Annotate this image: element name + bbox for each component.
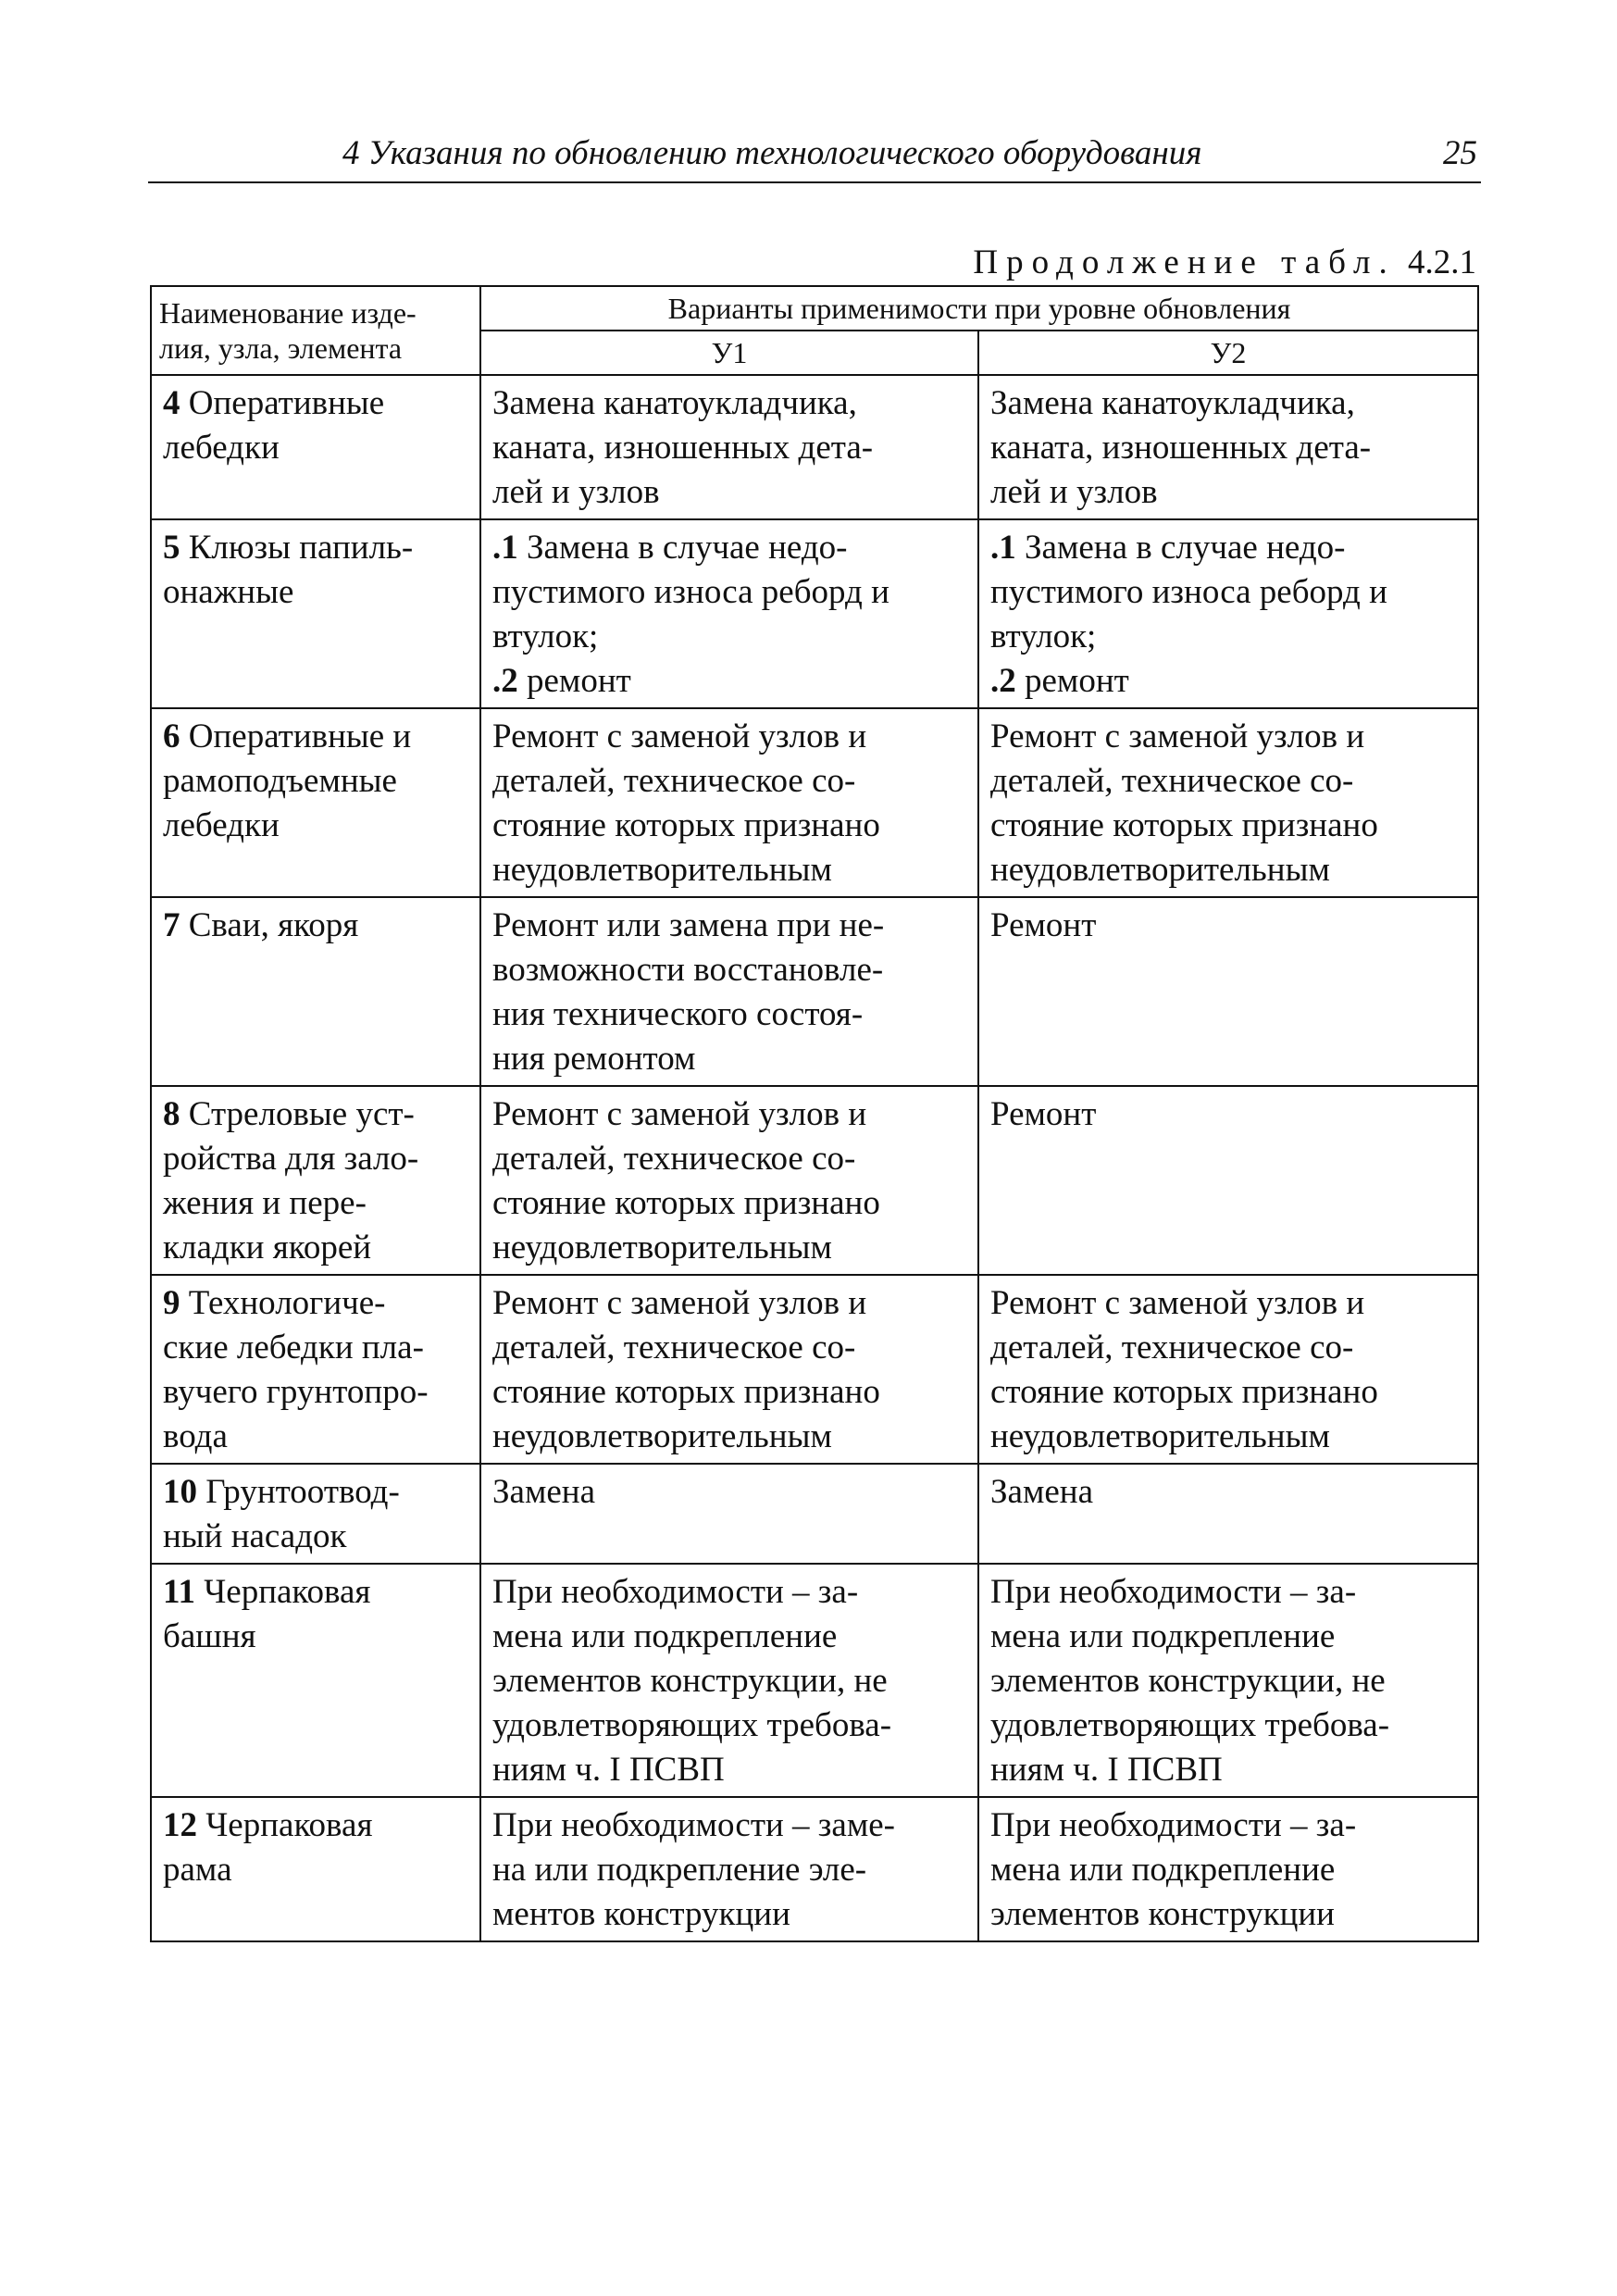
u2-cell [978, 519, 1478, 708]
u2-line [990, 659, 1468, 704]
u1-cell [480, 708, 978, 897]
u1-line [492, 848, 968, 892]
u2-line [990, 615, 1468, 659]
item-name-text: ские лебедки пла- [163, 1329, 424, 1366]
u2-line-text: Замена канатоукладчика, [990, 384, 1355, 422]
table-row [151, 1275, 1478, 1464]
u2-line [990, 1703, 1468, 1748]
item-name-line [163, 1515, 470, 1559]
item-number: 12 [163, 1806, 197, 1844]
u2-line-text: деталей, техническое со- [990, 762, 1354, 800]
header-title: 4 Указания по обновлению технологического оборудования [342, 134, 1202, 172]
u2-line [990, 1803, 1468, 1848]
u2-cell [978, 1086, 1478, 1275]
u2-line-text: мена или подкрепление [990, 1851, 1336, 1889]
u1-line-text: Замена канатоукладчика, [492, 384, 857, 422]
caption-number: 4.2.1 [1408, 243, 1476, 281]
u1-line-text: ния технического состоя- [492, 995, 864, 1033]
u1-line-text: мена или подкрепление [492, 1617, 838, 1655]
u1-line-text: Замена в случае недо- [517, 529, 848, 567]
u2-line-text: Ремонт [990, 1095, 1097, 1133]
item-name-text: рама [163, 1851, 232, 1889]
u1-line [492, 948, 968, 992]
u2-line-text: стояние которых признано [990, 1373, 1378, 1411]
u2-line [990, 1415, 1468, 1459]
u2-line [990, 1470, 1468, 1515]
item-name-line [163, 1326, 470, 1370]
u2-line [990, 381, 1468, 426]
table-row [151, 1797, 1478, 1941]
item-name-line [163, 1615, 470, 1659]
item-name-cell [151, 1564, 480, 1797]
item-name-text: Оперативные [180, 384, 385, 422]
item-name-line [163, 1803, 470, 1848]
item-name-text: Грунтоотвод- [197, 1473, 400, 1511]
u1-line-text: При необходимости – заме- [492, 1806, 895, 1844]
u1-cell [480, 897, 978, 1086]
u1-cell [480, 1086, 978, 1275]
u2-line [990, 570, 1468, 615]
u1-cell [480, 1797, 978, 1941]
u1-line [492, 1326, 968, 1370]
table-row [151, 519, 1478, 708]
item-name-text: Черпаковая [197, 1806, 373, 1844]
item-name-line [163, 1181, 470, 1226]
u2-line-text: Ремонт [990, 906, 1097, 944]
u1-line [492, 1092, 968, 1137]
applicability-table [150, 285, 1479, 1942]
item-name-cell [151, 897, 480, 1086]
u2-line [990, 1848, 1468, 1892]
u2-cell [978, 897, 1478, 1086]
u1-line [492, 1892, 968, 1937]
head-u1: У1 [480, 331, 978, 375]
u1-line [492, 904, 968, 948]
u1-line [492, 659, 968, 704]
item-name-text: башня [163, 1617, 256, 1655]
u1-line [492, 992, 968, 1037]
u1-line [492, 715, 968, 759]
u1-cell [480, 519, 978, 708]
u2-line [990, 1570, 1468, 1615]
page-number: 25 [1443, 134, 1477, 172]
item-name-text: вучего грунтопро- [163, 1373, 429, 1411]
u2-cell [978, 1797, 1478, 1941]
item-name-line [163, 1848, 470, 1892]
item-name-text: вода [163, 1417, 228, 1455]
u1-line-text: неудовлетворительным [492, 851, 832, 889]
u1-line [492, 1137, 968, 1181]
u1-line [492, 1615, 968, 1659]
item-name-cell [151, 1275, 480, 1464]
u1-line [492, 804, 968, 848]
item-name-line [163, 904, 470, 948]
u2-line [990, 1370, 1468, 1415]
u2-line-text: каната, изношенных дета- [990, 429, 1372, 467]
item-name-line [163, 1370, 470, 1415]
table-row [151, 1464, 1478, 1564]
u1-line-text: возможности восстановле- [492, 951, 884, 989]
u2-line [990, 715, 1468, 759]
table-row [151, 708, 1478, 897]
item-name-text: лебедки [163, 429, 280, 467]
u2-cell [978, 375, 1478, 519]
item-name-cell [151, 519, 480, 708]
u2-line-text: Ремонт с заменой узлов и [990, 1284, 1365, 1322]
u1-line-text: ментов конструкции [492, 1895, 790, 1933]
item-name-line [163, 1226, 470, 1270]
u1-line-text: стояние которых признано [492, 1184, 880, 1222]
u2-line [990, 804, 1468, 848]
item-name-text: рамоподъемные [163, 762, 397, 800]
item-name-text: кладки якорей [163, 1229, 372, 1267]
item-name-text: Оперативные и [180, 718, 412, 755]
item-name-text: лебедки [163, 806, 280, 844]
head-item-name [151, 286, 480, 375]
item-name-text: Технологиче- [180, 1284, 386, 1322]
u1-line-text: втулок; [492, 618, 599, 655]
u1-line [492, 1470, 968, 1515]
u1-cell [480, 375, 978, 519]
u1-line-text: ния ремонтом [492, 1040, 696, 1078]
u2-line-text: лей и узлов [990, 473, 1158, 511]
item-name-line [163, 1415, 470, 1459]
item-number: 6 [163, 718, 180, 755]
u1-line [492, 1848, 968, 1892]
u1-line [492, 1226, 968, 1270]
item-name-cell [151, 1797, 480, 1941]
u2-line-text: Замена в случае недо- [1015, 529, 1346, 567]
item-name-line [163, 1470, 470, 1515]
u2-line [990, 426, 1468, 470]
item-name-line [163, 381, 470, 426]
u2-line-text: стояние которых признано [990, 806, 1378, 844]
u1-line [492, 1803, 968, 1848]
u1-line-text: Замена [492, 1473, 596, 1511]
item-name-text: онажные [163, 573, 294, 611]
u1-line [492, 1370, 968, 1415]
u2-line-text: Замена [990, 1473, 1094, 1511]
u2-line-text: неудовлетворительным [990, 1417, 1330, 1455]
u2-line-text: деталей, техническое со- [990, 1329, 1354, 1366]
u2-line-text: При необходимости – за- [990, 1573, 1357, 1611]
table-caption [973, 243, 1476, 282]
item-name-cell [151, 1086, 480, 1275]
item-name-text: жения и пере- [163, 1184, 367, 1222]
item-number: 10 [163, 1473, 197, 1511]
u2-line-text: втулок; [990, 618, 1097, 655]
u2-cell [978, 1275, 1478, 1464]
item-number: 11 [163, 1573, 195, 1611]
u1-line-text: неудовлетворительным [492, 1417, 832, 1455]
u1-line [492, 526, 968, 570]
item-name-line [163, 759, 470, 804]
u2-line-text: мена или подкрепление [990, 1617, 1336, 1655]
u1-line-text: деталей, техническое со- [492, 1329, 856, 1366]
item-name-line [163, 526, 470, 570]
u1-line [492, 1181, 968, 1226]
u2-line-text: элементов конструкции [990, 1895, 1335, 1933]
head-u2: У2 [978, 331, 1478, 375]
u2-cell [978, 1464, 1478, 1564]
u1-line [492, 1703, 968, 1748]
table-row [151, 1086, 1478, 1275]
item-name-line [163, 1137, 470, 1181]
u1-cell [480, 1564, 978, 1797]
u2-line [990, 526, 1468, 570]
u1-line-text: каната, изношенных дета- [492, 429, 874, 467]
item-name-text: Клюзы папиль- [180, 529, 414, 567]
caption-word: Продолжение табл. [973, 243, 1396, 281]
u1-line-text: стояние которых признано [492, 1373, 880, 1411]
u2-line-text: неудовлетворительным [990, 851, 1330, 889]
u1-line-text: деталей, техническое со- [492, 762, 856, 800]
u1-line-text: Ремонт с заменой узлов и [492, 1284, 867, 1322]
u1-cell [480, 1464, 978, 1564]
u2-line-text: удовлетворяющих требова- [990, 1706, 1390, 1744]
u2-line [990, 1659, 1468, 1703]
item-number: 4 [163, 384, 180, 422]
u2-line [990, 1615, 1468, 1659]
item-number: 8 [163, 1095, 180, 1133]
item-name-cell [151, 1464, 480, 1564]
u2-line [990, 1326, 1468, 1370]
u1-line-text: Ремонт с заменой узлов и [492, 718, 867, 755]
item-name-text: Сваи, якоря [180, 906, 359, 944]
u2-line-text: Ремонт с заменой узлов и [990, 718, 1365, 755]
item-name-line [163, 570, 470, 615]
u1-line [492, 759, 968, 804]
u1-cell [480, 1275, 978, 1464]
item-name-cell [151, 708, 480, 897]
table-row [151, 1564, 1478, 1797]
u2-line [990, 1748, 1468, 1792]
u1-line-text: лей и узлов [492, 473, 660, 511]
u2-line [990, 470, 1468, 515]
item-name-text: Черпаковая [194, 1573, 371, 1611]
u2-cell [978, 708, 1478, 897]
u2-line-text: ниям ч. I ПСВП [990, 1751, 1223, 1789]
u1-subitem-number: .1 [492, 529, 518, 567]
u2-line [990, 759, 1468, 804]
u1-line [492, 1037, 968, 1081]
head-item-name-line: лия, узла, элемента [159, 331, 403, 365]
item-number: 5 [163, 529, 180, 567]
u2-line [990, 904, 1468, 948]
u1-line-text: неудовлетворительным [492, 1229, 832, 1267]
table-row [151, 375, 1478, 519]
u2-line-text: При необходимости – за- [990, 1806, 1357, 1844]
item-name-line [163, 1570, 470, 1615]
u1-line [492, 1570, 968, 1615]
u2-line [990, 848, 1468, 892]
u1-line [492, 426, 968, 470]
item-name-line [163, 426, 470, 470]
u1-line-text: пустимого износа реборд и [492, 573, 889, 611]
u1-line-text: При необходимости – за- [492, 1573, 859, 1611]
item-name-text: ный насадок [163, 1517, 347, 1555]
u1-line-text: Ремонт или замена при не- [492, 906, 885, 944]
u1-line-text: ниям ч. I ПСВП [492, 1751, 725, 1789]
u1-line [492, 570, 968, 615]
u1-line [492, 470, 968, 515]
item-number: 7 [163, 906, 180, 944]
u2-subitem-number: .2 [990, 662, 1016, 700]
item-name-cell [151, 375, 480, 519]
u1-subitem-number: .2 [492, 662, 518, 700]
u1-line-text: деталей, техническое со- [492, 1140, 856, 1178]
u2-line [990, 1892, 1468, 1937]
u2-line [990, 1281, 1468, 1326]
u2-cell [978, 1564, 1478, 1797]
table-row [151, 897, 1478, 1086]
u1-line [492, 615, 968, 659]
item-name-line [163, 715, 470, 759]
item-name-line [163, 1281, 470, 1326]
u1-line [492, 381, 968, 426]
u1-line [492, 1659, 968, 1703]
head-variants: Варианты применимости при уровне обновления [480, 286, 1478, 331]
u1-line-text: Ремонт с заменой узлов и [492, 1095, 867, 1133]
item-name-line [163, 804, 470, 848]
u1-line-text: на или подкрепление эле- [492, 1851, 867, 1889]
u1-line-text: элементов конструкции, не [492, 1662, 888, 1700]
item-name-text: ройства для зало- [163, 1140, 419, 1178]
u1-line-text: удовлетворяющих требова- [492, 1706, 892, 1744]
u2-subitem-number: .1 [990, 529, 1016, 567]
u1-line [492, 1748, 968, 1792]
u2-line [990, 1092, 1468, 1137]
item-number: 9 [163, 1284, 180, 1322]
item-name-text: Стреловые уст- [180, 1095, 415, 1133]
table-head-row [151, 286, 1478, 331]
u2-line-text: пустимого износа реборд и [990, 573, 1387, 611]
running-header [148, 130, 1481, 183]
u1-line [492, 1415, 968, 1459]
u1-line-text: стояние которых признано [492, 806, 880, 844]
u2-line-text: ремонт [1015, 662, 1129, 700]
u1-line [492, 1281, 968, 1326]
u1-line-text: ремонт [517, 662, 631, 700]
u2-line-text: элементов конструкции, не [990, 1662, 1386, 1700]
item-name-line [163, 1092, 470, 1137]
head-item-name-line: Наименование изде- [159, 296, 417, 330]
